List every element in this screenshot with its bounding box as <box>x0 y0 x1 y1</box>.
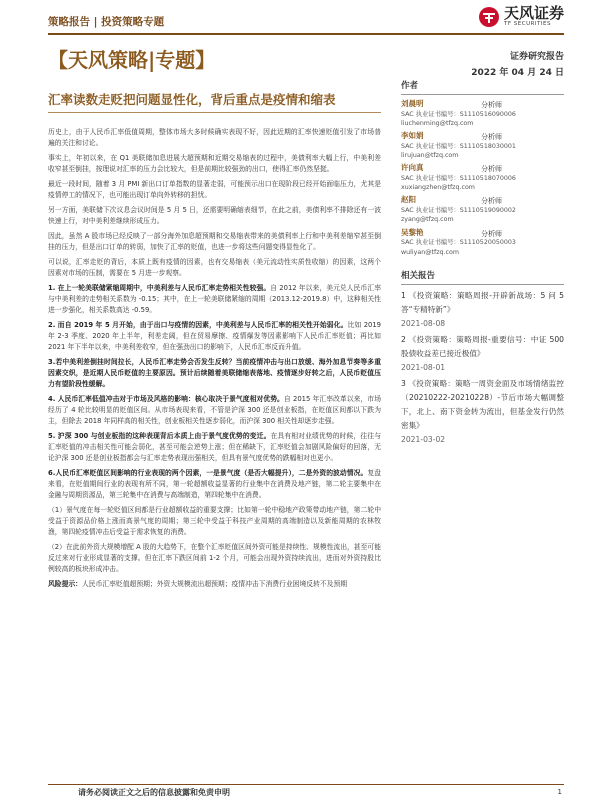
report-body <box>48 127 381 594</box>
headline-divider <box>48 112 381 113</box>
related-reports <box>401 269 564 448</box>
key-point <box>48 283 381 316</box>
analyst-cert: SAC 执业证书编号：S1110518030001 <box>401 143 516 150</box>
key-point <box>48 357 381 390</box>
key-point-lead: 2. 而自 2019 年 5 月开始，由于出口与疫情的因素，中美利差与人民币汇率的相关性开始弱化。 <box>48 321 348 329</box>
footer-divider <box>48 784 564 785</box>
report-type: 证券研究报告 <box>509 52 564 62</box>
header-divider <box>48 33 564 35</box>
body-paragraph: （2）在此前外资大规模增配 A 股的大趋势下，在整个汇率贬值区间外资可能是持续性、规模性流出，甚至可能反过来对行业形成显著的支撑。但在汇率下跌区间前 1-2 个月，可能会出现外资持续流出，进而对外资持股比例较高的板块形成冲击。 <box>48 543 381 573</box>
page-number: 1 <box>557 788 562 796</box>
key-point-lead: 6.人民币汇率贬值区间影响的行业表现的两个因素，一是景气度（是否大幅提升），二是外资的波动情况。 <box>48 469 368 477</box>
key-point-lead: 3.若中美利差倒挂时间拉长，人民币汇率走势会否发生反转？当前疫情冲击与出口放缓、海外加息节奏等多重因素交织，是近期人民币贬值的主要原因。预计后续随着美联储缩表落地、疫情逐步好转之后，人民币贬值压力有望阶段性缓解。 <box>48 358 381 388</box>
analyst-role: 分析师 <box>481 229 502 238</box>
key-point <box>48 320 381 353</box>
logo-english-text: TF SECURITIES <box>503 21 551 28</box>
body-paragraph: （1）景气度在每一轮贬值区间都是行业超额收益的重要支撑；比如第一轮中稳地产政策带动地产链，第二轮中受益于资源品价格上涨而高景气度的周期；第三轮中受益于科技产业周期的高端制造以及新能周期的农林牧渔，第四轮疫情冲击后受益于需求恢复的消费。 <box>48 506 381 536</box>
tf-logo-icon <box>478 6 500 28</box>
report-headline: 汇率读数走贬把问题显性化，背后重点是疫情和缩表 <box>48 92 336 107</box>
report-tag-title: 【天风策略|专题】 <box>48 48 216 72</box>
analyst-name: 许向真 <box>401 163 424 173</box>
analyst-name: 赵阳 <box>401 195 416 205</box>
analyst-email[interactable]: zyang@tfzq.com <box>401 216 454 224</box>
related-report-title: 3 《投资策略：策略一周资金面及市场情绪监控（20210222-20210228）-节后市场大幅调整下，北上、南下资金转为流出，但基金发行仍然密集》 <box>401 378 564 431</box>
analyst-name: 李如娟 <box>401 131 424 141</box>
analyst-card <box>401 99 564 128</box>
body-paragraph: 另一方面，美联储下次议息会议时间是 5 月 5 日，还需要明确缩表细节，在此之前，美债利率不排除还有一波快速上行，对中美利差继续形成压力。 <box>48 206 381 225</box>
analyst-role: 分析师 <box>481 165 502 174</box>
analyst-role: 分析师 <box>481 197 502 206</box>
analyst-cert: SAC 执业证书编号：S1110519090002 <box>401 207 516 215</box>
analyst-role: 分析师 <box>481 101 502 109</box>
key-point-lead: 5. 沪深 300 与创业板指的这种表现背后本质上由于景气度优势的变迁。 <box>48 432 271 440</box>
related-report-item[interactable] <box>401 377 564 447</box>
risk-text: 人民币汇率贬值超预期；外资大规模流出超预期；疫情冲击下消费行业困境反转不及预期 <box>81 580 348 588</box>
analyst-cert: SAC 执业证书编号：S1110520050003 <box>401 239 516 247</box>
analyst-role: 分析师 <box>481 133 502 142</box>
body-paragraph: 可以说，汇率走贬的背后，本质上既有疫情的因素，也有交易缩表（美元流动性实质性收缩）的因素，这两个因素对市场的压制，需要在 5 月进一步观察。 <box>48 258 381 277</box>
related-report-title: 1 《投资策略：策略周报-开辟新战场：5 问 5 答“专精特新”》 <box>401 290 564 314</box>
key-point-lead: 4. 人民币汇率低值冲击对于市场及风格的影响：核心取决于景气度相对优势。 <box>48 395 284 403</box>
analyst-name: 吴黎艳 <box>401 227 424 237</box>
body-paragraph: 历史上，由于人民币汇率低值周期，整体市场大多时候确实表现不好，因此近期的汇率快速贬值引发了市场普遍的关注和讨论。 <box>48 128 381 147</box>
analyst-email[interactable]: xuxiangzhen@tfzq.com <box>401 184 475 192</box>
report-date: 2022 年 04 月 24 日 <box>471 68 564 78</box>
logo-chinese-text: 天风证券 <box>503 4 564 23</box>
related-report-date: 2021-08-08 <box>401 318 446 328</box>
related-report-date: 2021-08-01 <box>401 362 446 372</box>
key-point-text: 在具有相对业绩优势的时候，往往与汇率贬值的冲击相关性可能会弱化，甚至可能会逆势上涨；但在稀缺下，汇率贬值会加剧风险偏好的回落，无论沪深 300 还是创业板指都会与汇率走势表现出强相关，但具有景气度优势的跌幅相对也更小。 <box>48 432 381 462</box>
body-paragraph: 最近一段时间，随着 3 月 PMI 新出口订单指数的显著走弱，可能预示出口在现阶段已经开始面临压力，尤其是疫情停工的情况下，也可能出现订单向外转移的担忧。 <box>48 180 381 199</box>
key-point-lead: 1. 在上一轮美联储紧缩周期中，中美利差与人民币汇率走势相关性较强。 <box>48 284 271 292</box>
key-point-text: 复盘来看，在贬值期间行业的表现有所不同，第一轮超额收益显著的行业集中在消费及地产链，第二轮主要集中在金融与周期资源品，第三轮集中在消费与高端制造，第四轮集中在消费。 <box>48 469 381 499</box>
related-heading: 相关报告 <box>401 269 564 285</box>
body-paragraph: 因此，虽然 A 股市场已经反映了一部分海外加息超预期和交易缩表带来的美债利率上行和中美利差缩窄甚至倒挂的压力，但是出口订单的转弱，加快了汇率的贬值，也进一步将这些问题变得显性化了。 <box>48 232 381 251</box>
related-report-item[interactable] <box>401 289 564 331</box>
risk-warning <box>48 579 381 590</box>
company-logo <box>478 6 564 28</box>
analyst-card <box>401 195 564 224</box>
key-point-text: 自 2015 年汇率改革以来，市场经历了 4 轮比较明显的贬值区间。从市场表现来看，不管是沪深 300 还是创业板指，在贬值区间都以下跌为主，但除去 2018 年同样高的相关性，创业板相关性逐步弱化，而沪深 300 相关性却逐步走强。 <box>48 395 381 425</box>
analyst-name: 刘晨明 <box>401 99 424 108</box>
analyst-card <box>401 228 564 257</box>
related-report-item[interactable] <box>401 333 564 375</box>
key-point <box>48 468 381 501</box>
analyst-email[interactable]: lirujuan@tfzq.com <box>401 152 459 160</box>
sidebar <box>401 79 564 449</box>
analyst-card <box>401 131 564 160</box>
analyst-email[interactable]: liuchenming@tfzq.com <box>401 120 474 127</box>
key-point-text: 自 2012 年以来，美元兑人民币汇率与中美利差的走势相关系数为 -0.15；其中，在上一轮美联储紧缩的周期（2013.12-2019.8）中，这种相关性进一步强化，相关系数高达 -0.59。 <box>48 284 381 314</box>
report-category: 策略报告 | 投资策略专题 <box>48 16 165 28</box>
analyst-cert: SAC 执业证书编号：S1110516090006 <box>401 110 516 118</box>
analyst-cert: SAC 执业证书编号：S1110518070006 <box>401 175 516 183</box>
key-point <box>48 394 381 427</box>
analyst-email[interactable]: wuliyan@tfzq.com <box>401 248 459 256</box>
key-point-text: 比如 2019 年 2-3 季度、2020 年上半年，利差走阔，但在贸易摩擦、疫情爆发等因素影响下人民币汇率贬值；再比如 2021 年下半年以来，中美利差收窄，但在强劲出口的影响下，人民币汇率反而升值。 <box>48 321 381 351</box>
related-report-title: 2 《投资策略：策略周报-重要信号：中证 500 股债收益差已接近极值》 <box>401 334 564 358</box>
related-report-date: 2021-03-02 <box>401 435 446 445</box>
footer-disclaimer: 请务必阅读正文之后的信息披露和免责申明 <box>78 788 230 797</box>
key-point <box>48 431 381 464</box>
body-paragraph: 事实上，年初以来，在 Q1 美联储加息进展大超预期和近期交易缩表的过程中，美债利率大幅上行，中美利差收窄甚至倒挂，按理说对汇率的压力会比较大，但是前期比较强劲的出口，使得汇率仍然坚挺。 <box>48 154 381 173</box>
risk-label: 风险提示： <box>48 580 82 588</box>
authors-heading: 作者 <box>401 79 564 95</box>
analyst-card <box>401 163 564 192</box>
